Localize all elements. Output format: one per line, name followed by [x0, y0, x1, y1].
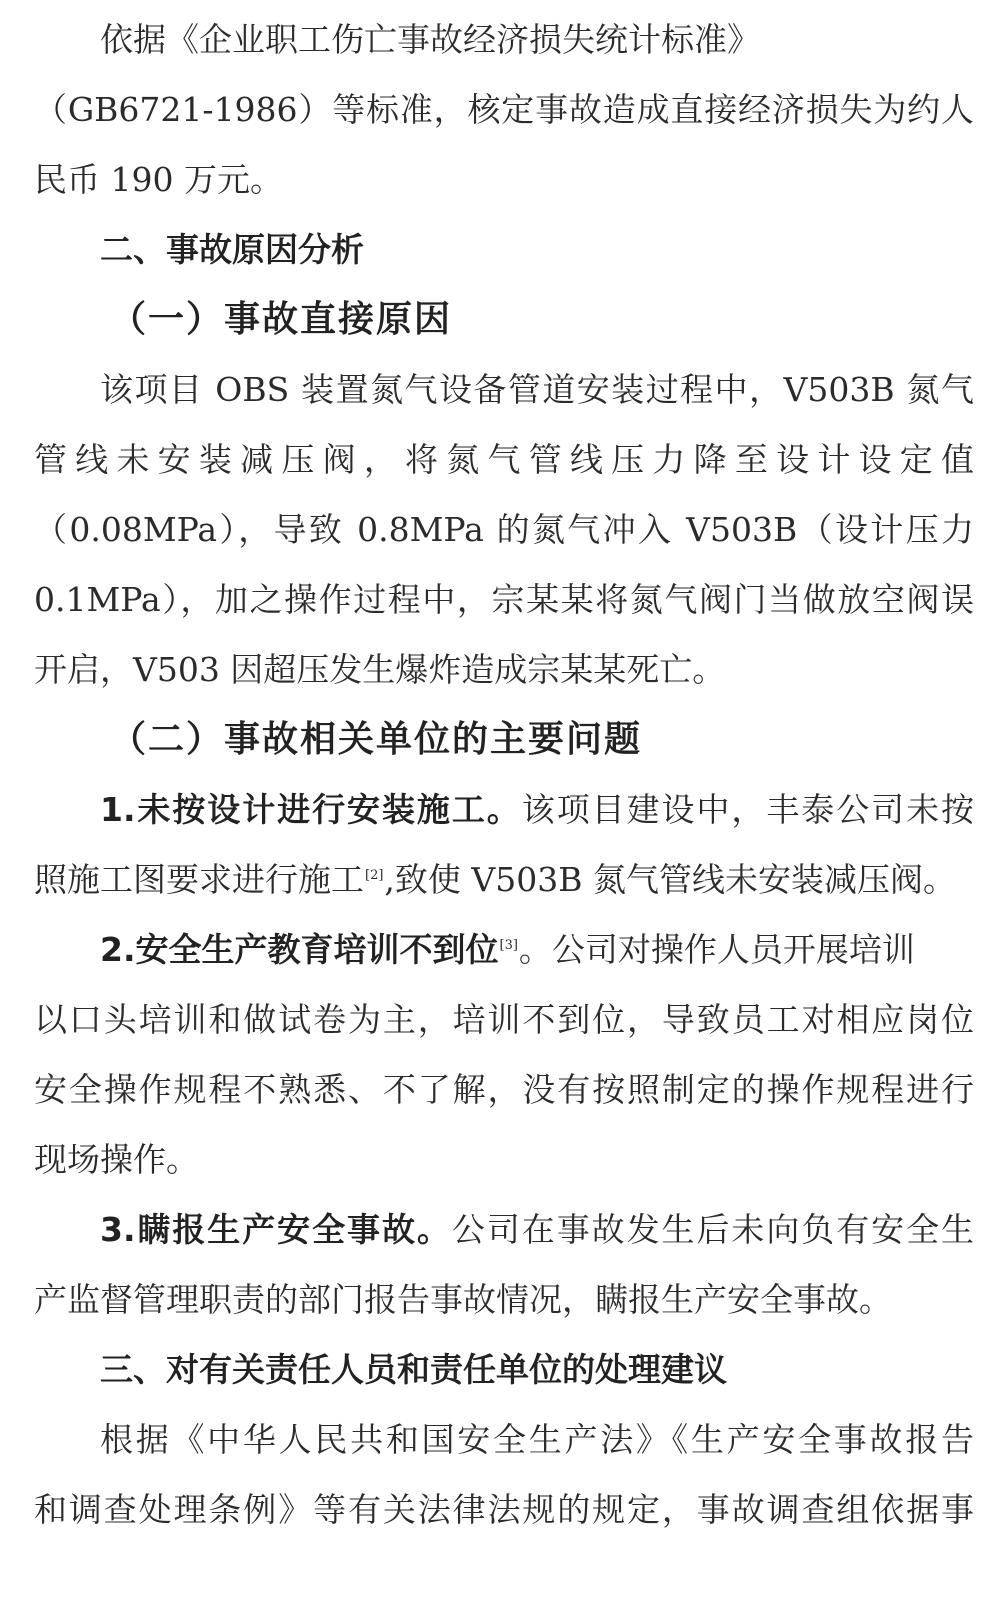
- body-line: 0.1MPa），加之操作过程中，宗某某将氮气阀门当做放空阀误: [34, 580, 974, 619]
- body-line: 开启，V503 因超压发生爆炸造成宗某某死亡。: [34, 650, 726, 689]
- item-line: 2.安全生产教育培训不到位[3]。公司对操作人员开展培训: [100, 930, 915, 969]
- body-line: 以口头培训和做试卷为主，培训不到位，导致员工对相应岗位: [34, 1000, 974, 1039]
- item-line: 1.未按设计进行安装施工。该项目建设中，丰泰公司未按: [100, 790, 974, 829]
- section-heading: 三、对有关责任人员和责任单位的处理建议: [100, 1350, 727, 1389]
- body-line: 根据《中华人民共和国安全生产法》《生产安全事故报告: [100, 1420, 974, 1459]
- body-line: 照施工图要求进行施工[2],致使 V503B 氮气管线未安装减压阀。: [34, 860, 956, 899]
- footnote-marker[interactable]: [2]: [365, 868, 384, 883]
- body-line: 该项目 OBS 装置氮气设备管道安装过程中，V503B 氮气: [100, 370, 974, 409]
- body-line: 民币 190 万元。: [34, 160, 283, 199]
- item-title: 3.瞒报生产安全事故。: [100, 1210, 452, 1249]
- body-line: （0.08MPa），导致 0.8MPa 的氮气冲入 V503B（设计压力: [34, 510, 974, 549]
- body-line: 产监督管理职责的部门报告事故情况，瞒报生产安全事故。: [34, 1280, 892, 1319]
- subsection-heading: （二）事故相关单位的主要问题: [110, 719, 643, 760]
- subsection-heading: （一）事故直接原因: [110, 299, 453, 340]
- body-line: 依据《企业职工伤亡事故经济损失统计标准》: [100, 20, 760, 59]
- body-line: 现场操作。: [34, 1140, 199, 1179]
- body-line: （GB6721-1986）等标准，核定事故造成直接经济损失为约人: [34, 90, 974, 129]
- item-title: 1.未按设计进行安装施工。: [100, 790, 522, 829]
- body-line: 安全操作规程不熟悉、不了解，没有按照制定的操作规程进行: [34, 1070, 974, 1109]
- item-title: 2.安全生产教育培训不到位: [100, 930, 499, 969]
- footnote-marker[interactable]: [3]: [499, 938, 518, 953]
- body-line: 和调查处理条例》等有关法律法规的规定，事故调查组依据事: [34, 1490, 974, 1529]
- body-line: 管线未安装减压阀，将氮气管线压力降至设计设定值: [34, 440, 974, 479]
- item-line: 3.瞒报生产安全事故。公司在事故发生后未向负有安全生: [100, 1210, 974, 1249]
- section-heading: 二、事故原因分析: [100, 230, 364, 269]
